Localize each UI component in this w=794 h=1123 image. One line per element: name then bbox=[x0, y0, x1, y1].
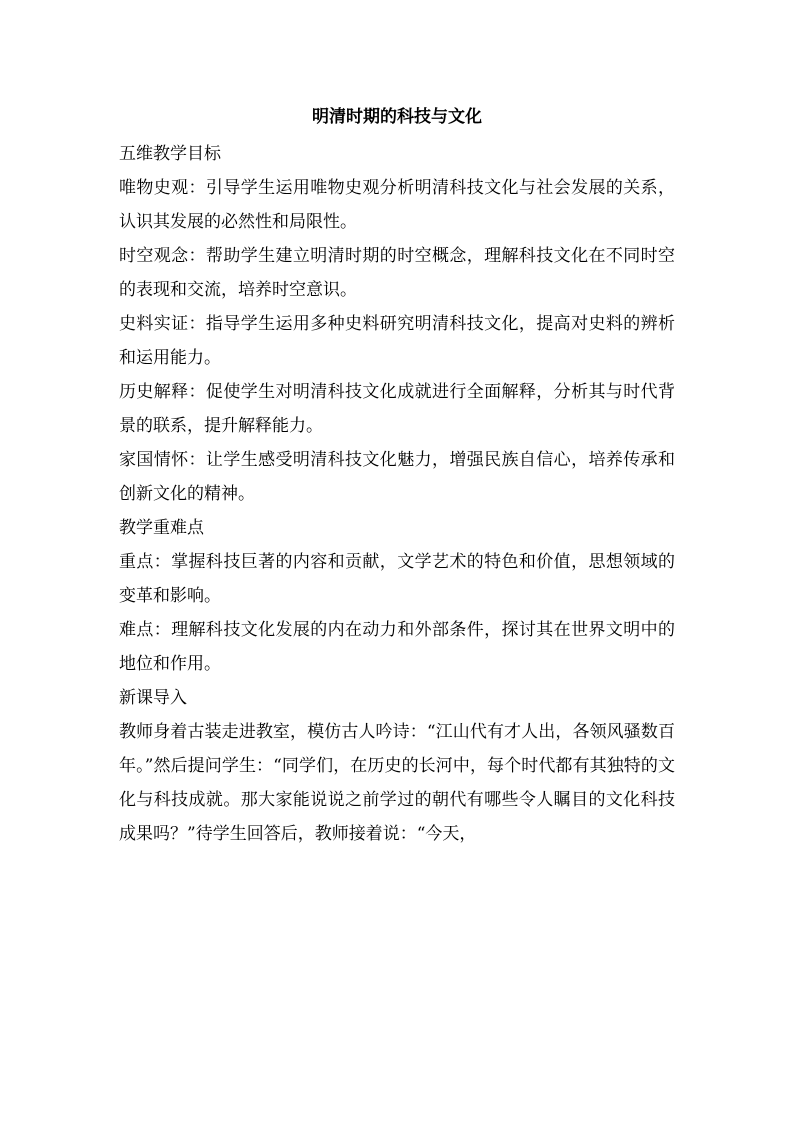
section-heading-lesson-introduction: 新课导入 bbox=[119, 688, 187, 708]
document-body bbox=[119, 103, 675, 851]
paragraph-historical-materialism: 唯物史观：引导学生运用唯物史观分析明清科技文化与社会发展的关系，认识其发展的必然性和局限性。 bbox=[119, 178, 675, 232]
section-heading-objectives: 五维教学目标 bbox=[119, 144, 221, 164]
paragraph-difficult-points: 难点：理解科技文化发展的内在动力和外部条件，探讨其在世界文明中的地位和作用。 bbox=[119, 620, 675, 674]
paragraph-historical-interpretation: 历史解释：促使学生对明清科技文化成就进行全面解释，分析其与时代背景的联系，提升解释能力。 bbox=[119, 382, 675, 436]
document-title: 明清时期的科技与文化 bbox=[312, 107, 482, 127]
paragraph-introduction: 教师身着古装走进教室，模仿古人吟诗：“江山代有才人出，各领风骚数百年。”然后提问学生：“同学们，在历史的长河中，每个时代都有其独特的文化与科技成就。那大家能说说之前学过的朝代有哪些令人瞩目的文化科技成果吗？”待学生回答后，教师接着说：“今天， bbox=[119, 722, 675, 844]
paragraph-historical-evidence: 史料实证：指导学生运用多种史料研究明清科技文化，提高对史料的辨析和运用能力。 bbox=[119, 314, 675, 368]
paragraph-patriotic-sentiment: 家国情怀：让学生感受明清科技文化魅力，增强民族自信心，培养传承和创新文化的精神。 bbox=[119, 450, 675, 504]
section-heading-key-difficult-points: 教学重难点 bbox=[119, 518, 204, 538]
paragraph-key-points: 重点：掌握科技巨著的内容和贡献，文学艺术的特色和价值，思想领域的变革和影响。 bbox=[119, 552, 675, 606]
paragraph-spatiotemporal-concept: 时空观念：帮助学生建立明清时期的时空概念，理解科技文化在不同时空的表现和交流，培养时空意识。 bbox=[119, 246, 675, 300]
